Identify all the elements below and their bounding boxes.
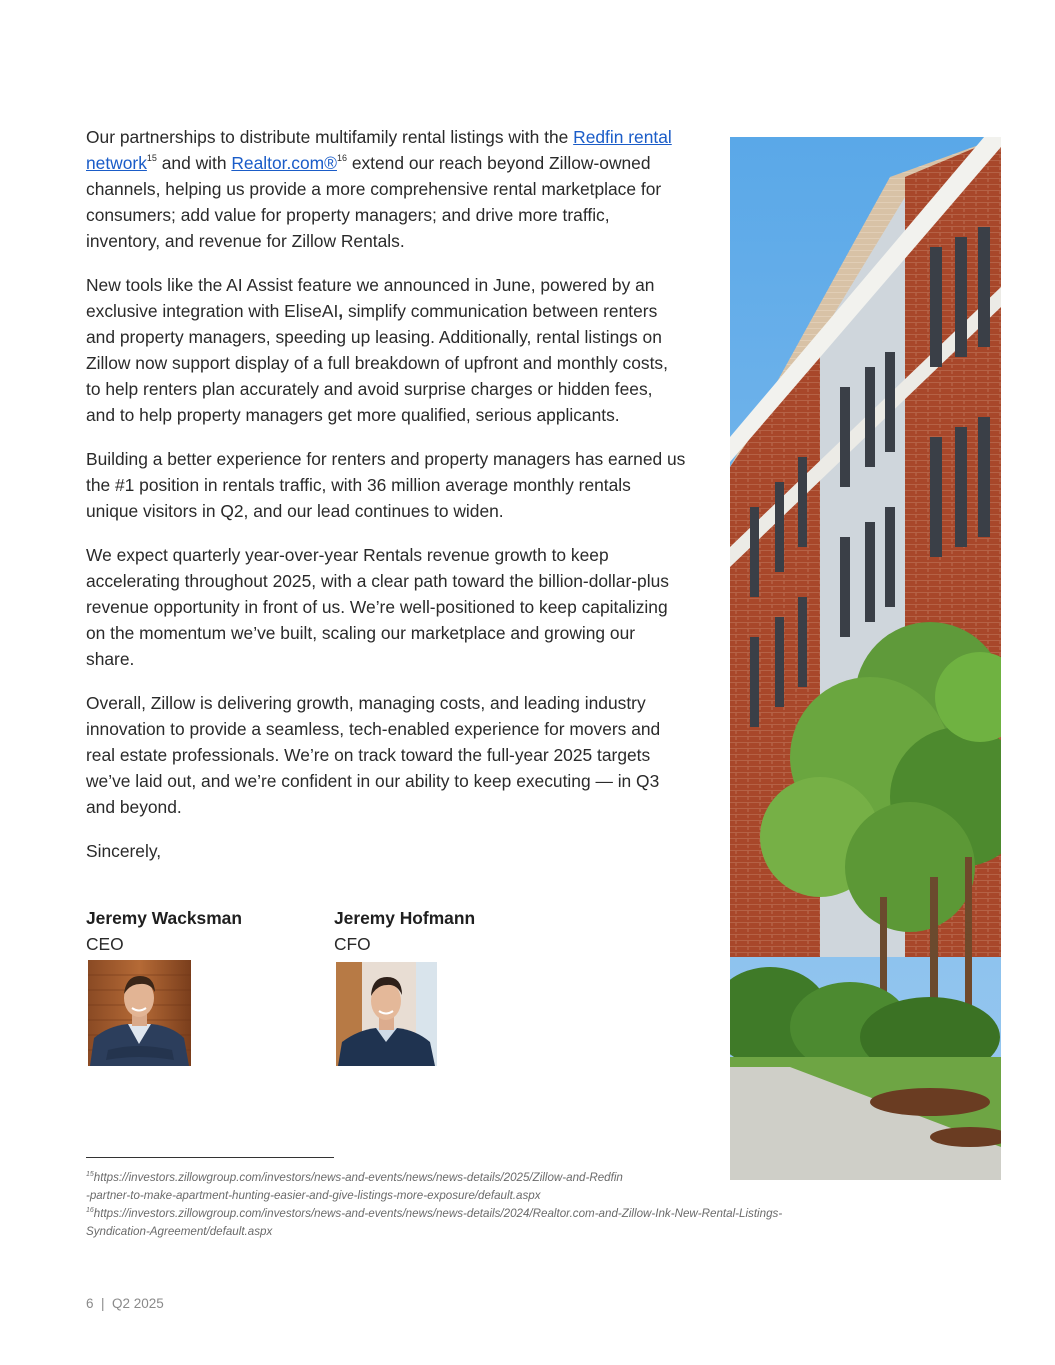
signer-name: Jeremy Wacksman — [86, 908, 242, 928]
footnote-url[interactable]: -partner-to-make-apartment-hunting-easier-and-give-listings-more-exposure/default.aspx — [86, 1189, 541, 1202]
footnote-15 — [86, 1169, 986, 1205]
signers — [86, 905, 686, 1075]
paragraph-revenue-growth: We expect quarterly year-over-year Rentals revenue growth to keep accelerating throughout 2025, with a clear path toward the billion-dollar-plus revenue opportunity in front of us. We’re well-positioned to keep capitalizing on the momentum we’ve built, scaling our marketplace and growing our share. — [86, 545, 669, 669]
realtor-link[interactable]: Realtor.com® — [231, 153, 337, 173]
letter-body — [86, 124, 686, 882]
footnote-number: 16 — [86, 1207, 94, 1214]
text-span: Our partnerships to distribute multifamily rental listings with the — [86, 127, 574, 147]
text-span: extend our reach beyond Zillow-owned channels, helping us provide a more comprehensive rental marketplace for consumers; add value for property managers; and drive more traffic, inventory, and revenue for Zillow Rentals. — [86, 153, 662, 251]
paragraph-rentals-traffic: Building a better experience for renters and property managers has earned us the #1 position in rentals traffic, with 36 million average monthly rentals unique visitors in Q2, and our lead continues to widen. — [86, 449, 686, 521]
footnote-16 — [86, 1205, 986, 1241]
signer-role: CEO — [86, 934, 124, 954]
page-footer: 6 | Q2 2025 — [86, 1296, 164, 1311]
footnote-url[interactable]: Syndication-Agreement/default.aspx — [86, 1225, 273, 1238]
footnote-number: 15 — [86, 1171, 94, 1178]
footnote-url[interactable]: https://investors.zillowgroup.com/investors/news-and-events/news/news-details/2025/Zillow-and-Redfin — [93, 1171, 623, 1184]
signer-name: Jeremy Hofmann — [334, 908, 476, 928]
text-span: , — [338, 301, 344, 321]
footnote-ref-16: 16 — [336, 153, 347, 163]
closing: Sincerely, — [86, 841, 162, 861]
footnote-divider — [86, 1157, 334, 1158]
paragraph-overall: Overall, Zillow is delivering growth, managing costs, and leading industry innovation to provide a seamless, tech-enabled experience for movers and real estate professionals. We’re on track toward the full-year 2025 targets we’ve laid out, and we’re confident in our ability to keep executing — in Q3 and beyond. — [86, 693, 661, 817]
townhouse-photo — [730, 137, 1001, 1180]
signer-cfo — [334, 905, 475, 957]
footnote-url[interactable]: https://investors.zillowgroup.com/investors/news-and-events/news/news-details/2024/Realtor.com-and-Zillow-Ink-New-Rental-Listings- — [93, 1207, 783, 1220]
footnotes — [86, 1169, 986, 1241]
ceo-portrait — [88, 960, 191, 1066]
signer-role: CFO — [334, 934, 371, 954]
paragraph-new-tools — [86, 272, 686, 428]
redfin-link[interactable]: Redfin rental network — [86, 127, 672, 173]
cfo-portrait — [336, 962, 437, 1066]
text-span: New tools like the AI Assist feature we announced in June, powered by an exclusive integration with EliseAI — [86, 275, 655, 321]
text-span: simplify communication between renters and property managers, speeding up leasing. Additionally, rental listings on Zillow now support display of a full breakdown of upfront and monthly costs, to help renters plan accurately and avoid surprise charges or hidden fees, and to help property managers get more qualified, serious applicants. — [86, 301, 668, 425]
footnote-ref-15: 15 — [146, 153, 157, 163]
signer-ceo — [86, 905, 242, 957]
paragraph-partnerships — [86, 124, 686, 254]
text-span: and with — [156, 153, 232, 173]
